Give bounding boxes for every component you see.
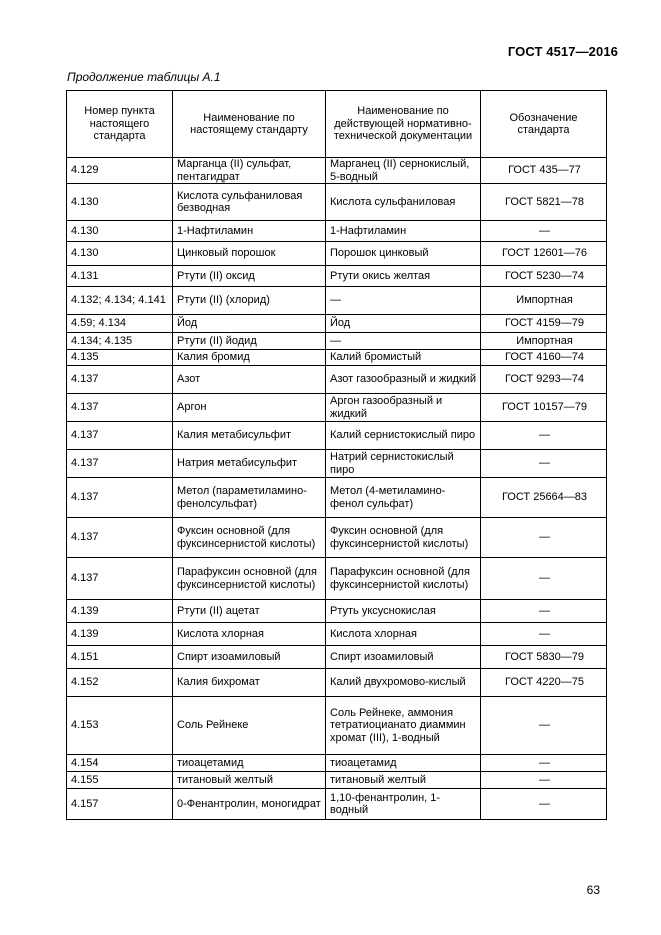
cell-name: Ртути (II) ацетат	[173, 600, 326, 623]
cell-doc-name: Фуксин основной (для фуксинсернистой кислоты)	[326, 518, 481, 558]
cell-name: Цинковый порошок	[173, 242, 326, 266]
cell-doc-name: 1-Нафтиламин	[326, 221, 481, 242]
table-row	[67, 333, 607, 350]
table-row	[67, 394, 607, 422]
cell-clause-number: 4.134; 4.135	[67, 333, 173, 350]
cell-doc-name: Кислота хлорная	[326, 623, 481, 646]
cell-name: Фуксин основной (для фуксинсернистой кислоты)	[173, 518, 326, 558]
cell-name: Парафуксин основной (для фуксинсернистой кислоты)	[173, 558, 326, 600]
cell-name: 0-Фенантролин, моногидрат	[173, 789, 326, 820]
cell-doc-name: Соль Рейнеке, аммония тетратиоцианато диаммин хромат (III), 1-водный	[326, 697, 481, 755]
cell-doc-name: Марганец (II) сернокислый, 5-водный	[326, 158, 481, 184]
cell-standard: ГОСТ 12601—76	[481, 242, 607, 266]
cell-standard: ГОСТ 4159—79	[481, 315, 607, 333]
table-row	[67, 287, 607, 315]
table-row	[67, 669, 607, 697]
table-row	[67, 789, 607, 820]
cell-standard: —	[481, 772, 607, 789]
cell-name: титановый желтый	[173, 772, 326, 789]
cell-standard: —	[481, 221, 607, 242]
table-row	[67, 518, 607, 558]
table-row	[67, 242, 607, 266]
cell-standard: ГОСТ 25664—83	[481, 478, 607, 518]
table-row	[67, 600, 607, 623]
cell-standard: ГОСТ 5830—79	[481, 646, 607, 669]
cell-name: Ртути (II) йодид	[173, 333, 326, 350]
cell-doc-name: —	[326, 287, 481, 315]
cell-clause-number: 4.137	[67, 366, 173, 394]
cell-name: Калия бихромат	[173, 669, 326, 697]
cell-name: Ртути (II) (хлорид)	[173, 287, 326, 315]
cell-standard: —	[481, 623, 607, 646]
cell-clause-number: 4.153	[67, 697, 173, 755]
cell-doc-name: Азот газообразный и жидкий	[326, 366, 481, 394]
cell-name: 1-Нафтиламин	[173, 221, 326, 242]
table-row	[67, 450, 607, 478]
cell-name: Йод	[173, 315, 326, 333]
cell-name: Азот	[173, 366, 326, 394]
cell-name: Ртути (II) оксид	[173, 266, 326, 287]
cell-name: Калия метабисульфит	[173, 422, 326, 450]
table-row	[67, 221, 607, 242]
table-header-row	[67, 91, 607, 158]
cell-standard: ГОСТ 4220—75	[481, 669, 607, 697]
table-row	[67, 772, 607, 789]
cell-doc-name: тиоацетамид	[326, 755, 481, 772]
column-header-name: Наименование по настоящему стандарту	[173, 91, 326, 158]
cell-doc-name: Аргон газообразный и жидкий	[326, 394, 481, 422]
cell-doc-name: 1,10-фенантролин, 1-водный	[326, 789, 481, 820]
cell-doc-name: Йод	[326, 315, 481, 333]
page-number: 63	[586, 883, 600, 897]
cell-name: Кислота хлорная	[173, 623, 326, 646]
cell-standard: —	[481, 789, 607, 820]
cell-clause-number: 4.130	[67, 221, 173, 242]
cell-standard: —	[481, 697, 607, 755]
column-header-clause-number: Номер пункта настоящего стандарта	[67, 91, 173, 158]
cell-clause-number: 4.137	[67, 394, 173, 422]
cell-standard: ГОСТ 10157—79	[481, 394, 607, 422]
cell-doc-name: Калий двухромово-кислый	[326, 669, 481, 697]
cell-standard: —	[481, 755, 607, 772]
cell-standard: ГОСТ 5821—78	[481, 184, 607, 221]
cell-doc-name: Парафуксин основной (для фуксинсернистой кислоты)	[326, 558, 481, 600]
table-caption: Продолжение таблицы А.1	[67, 70, 221, 84]
cell-clause-number: 4.137	[67, 450, 173, 478]
cell-standard: ГОСТ 4160—74	[481, 350, 607, 366]
table-row	[67, 315, 607, 333]
cell-clause-number: 4.137	[67, 422, 173, 450]
cell-clause-number: 4.155	[67, 772, 173, 789]
cell-doc-name: Метол (4-метиламино-фенол сульфат)	[326, 478, 481, 518]
table-row	[67, 755, 607, 772]
cell-name: Марганца (II) сульфат, пентагидрат	[173, 158, 326, 184]
table-body	[67, 158, 607, 820]
table-row	[67, 422, 607, 450]
cell-standard: ГОСТ 9293—74	[481, 366, 607, 394]
cell-doc-name: Ртуть уксуснокислая	[326, 600, 481, 623]
substances-table	[66, 90, 607, 820]
table-row	[67, 646, 607, 669]
cell-clause-number: 4.154	[67, 755, 173, 772]
cell-doc-name: Спирт изоамиловый	[326, 646, 481, 669]
cell-clause-number: 4.131	[67, 266, 173, 287]
cell-clause-number: 4.130	[67, 184, 173, 221]
cell-name: Спирт изоамиловый	[173, 646, 326, 669]
cell-name: Натрия метабисульфит	[173, 450, 326, 478]
table-row	[67, 266, 607, 287]
cell-standard: Импортная	[481, 333, 607, 350]
cell-clause-number: 4.59; 4.134	[67, 315, 173, 333]
table-row	[67, 366, 607, 394]
cell-clause-number: 4.137	[67, 518, 173, 558]
table-row	[67, 697, 607, 755]
cell-doc-name: Ртути окись желтая	[326, 266, 481, 287]
table-row	[67, 350, 607, 366]
cell-name: Аргон	[173, 394, 326, 422]
cell-doc-name: Калий сернистокислый пиро	[326, 422, 481, 450]
cell-standard: —	[481, 600, 607, 623]
cell-standard: Импортная	[481, 287, 607, 315]
cell-clause-number: 4.137	[67, 558, 173, 600]
cell-doc-name: Порошок цинковый	[326, 242, 481, 266]
cell-clause-number: 4.157	[67, 789, 173, 820]
table-row	[67, 158, 607, 184]
cell-standard: —	[481, 518, 607, 558]
table-row	[67, 558, 607, 600]
cell-clause-number: 4.135	[67, 350, 173, 366]
cell-standard: —	[481, 422, 607, 450]
document-code: ГОСТ 4517—2016	[507, 44, 618, 59]
cell-standard: ГОСТ 5230—74	[481, 266, 607, 287]
table-row	[67, 478, 607, 518]
cell-clause-number: 4.152	[67, 669, 173, 697]
cell-standard: ГОСТ 435—77	[481, 158, 607, 184]
cell-clause-number: 4.130	[67, 242, 173, 266]
cell-doc-name: титановый желтый	[326, 772, 481, 789]
cell-name: Метол (параметиламино-фенолсульфат)	[173, 478, 326, 518]
cell-doc-name: —	[326, 333, 481, 350]
cell-name: тиоацетамид	[173, 755, 326, 772]
cell-clause-number: 4.139	[67, 623, 173, 646]
table-row	[67, 184, 607, 221]
cell-standard: —	[481, 450, 607, 478]
cell-clause-number: 4.139	[67, 600, 173, 623]
cell-clause-number: 4.151	[67, 646, 173, 669]
cell-clause-number: 4.137	[67, 478, 173, 518]
cell-name: Кислота сульфаниловая безводная	[173, 184, 326, 221]
cell-doc-name: Кислота сульфаниловая	[326, 184, 481, 221]
cell-doc-name: Калий бромистый	[326, 350, 481, 366]
cell-clause-number: 4.129	[67, 158, 173, 184]
cell-standard: —	[481, 558, 607, 600]
column-header-doc-name: Наименование по действующей нормативно-технической документации	[326, 91, 481, 158]
cell-name: Калия бромид	[173, 350, 326, 366]
cell-doc-name: Натрий сернистокислый пиро	[326, 450, 481, 478]
cell-name: Соль Рейнеке	[173, 697, 326, 755]
cell-clause-number: 4.132; 4.134; 4.141	[67, 287, 173, 315]
column-header-standard: Обозначение стандарта	[481, 91, 607, 158]
table-row	[67, 623, 607, 646]
